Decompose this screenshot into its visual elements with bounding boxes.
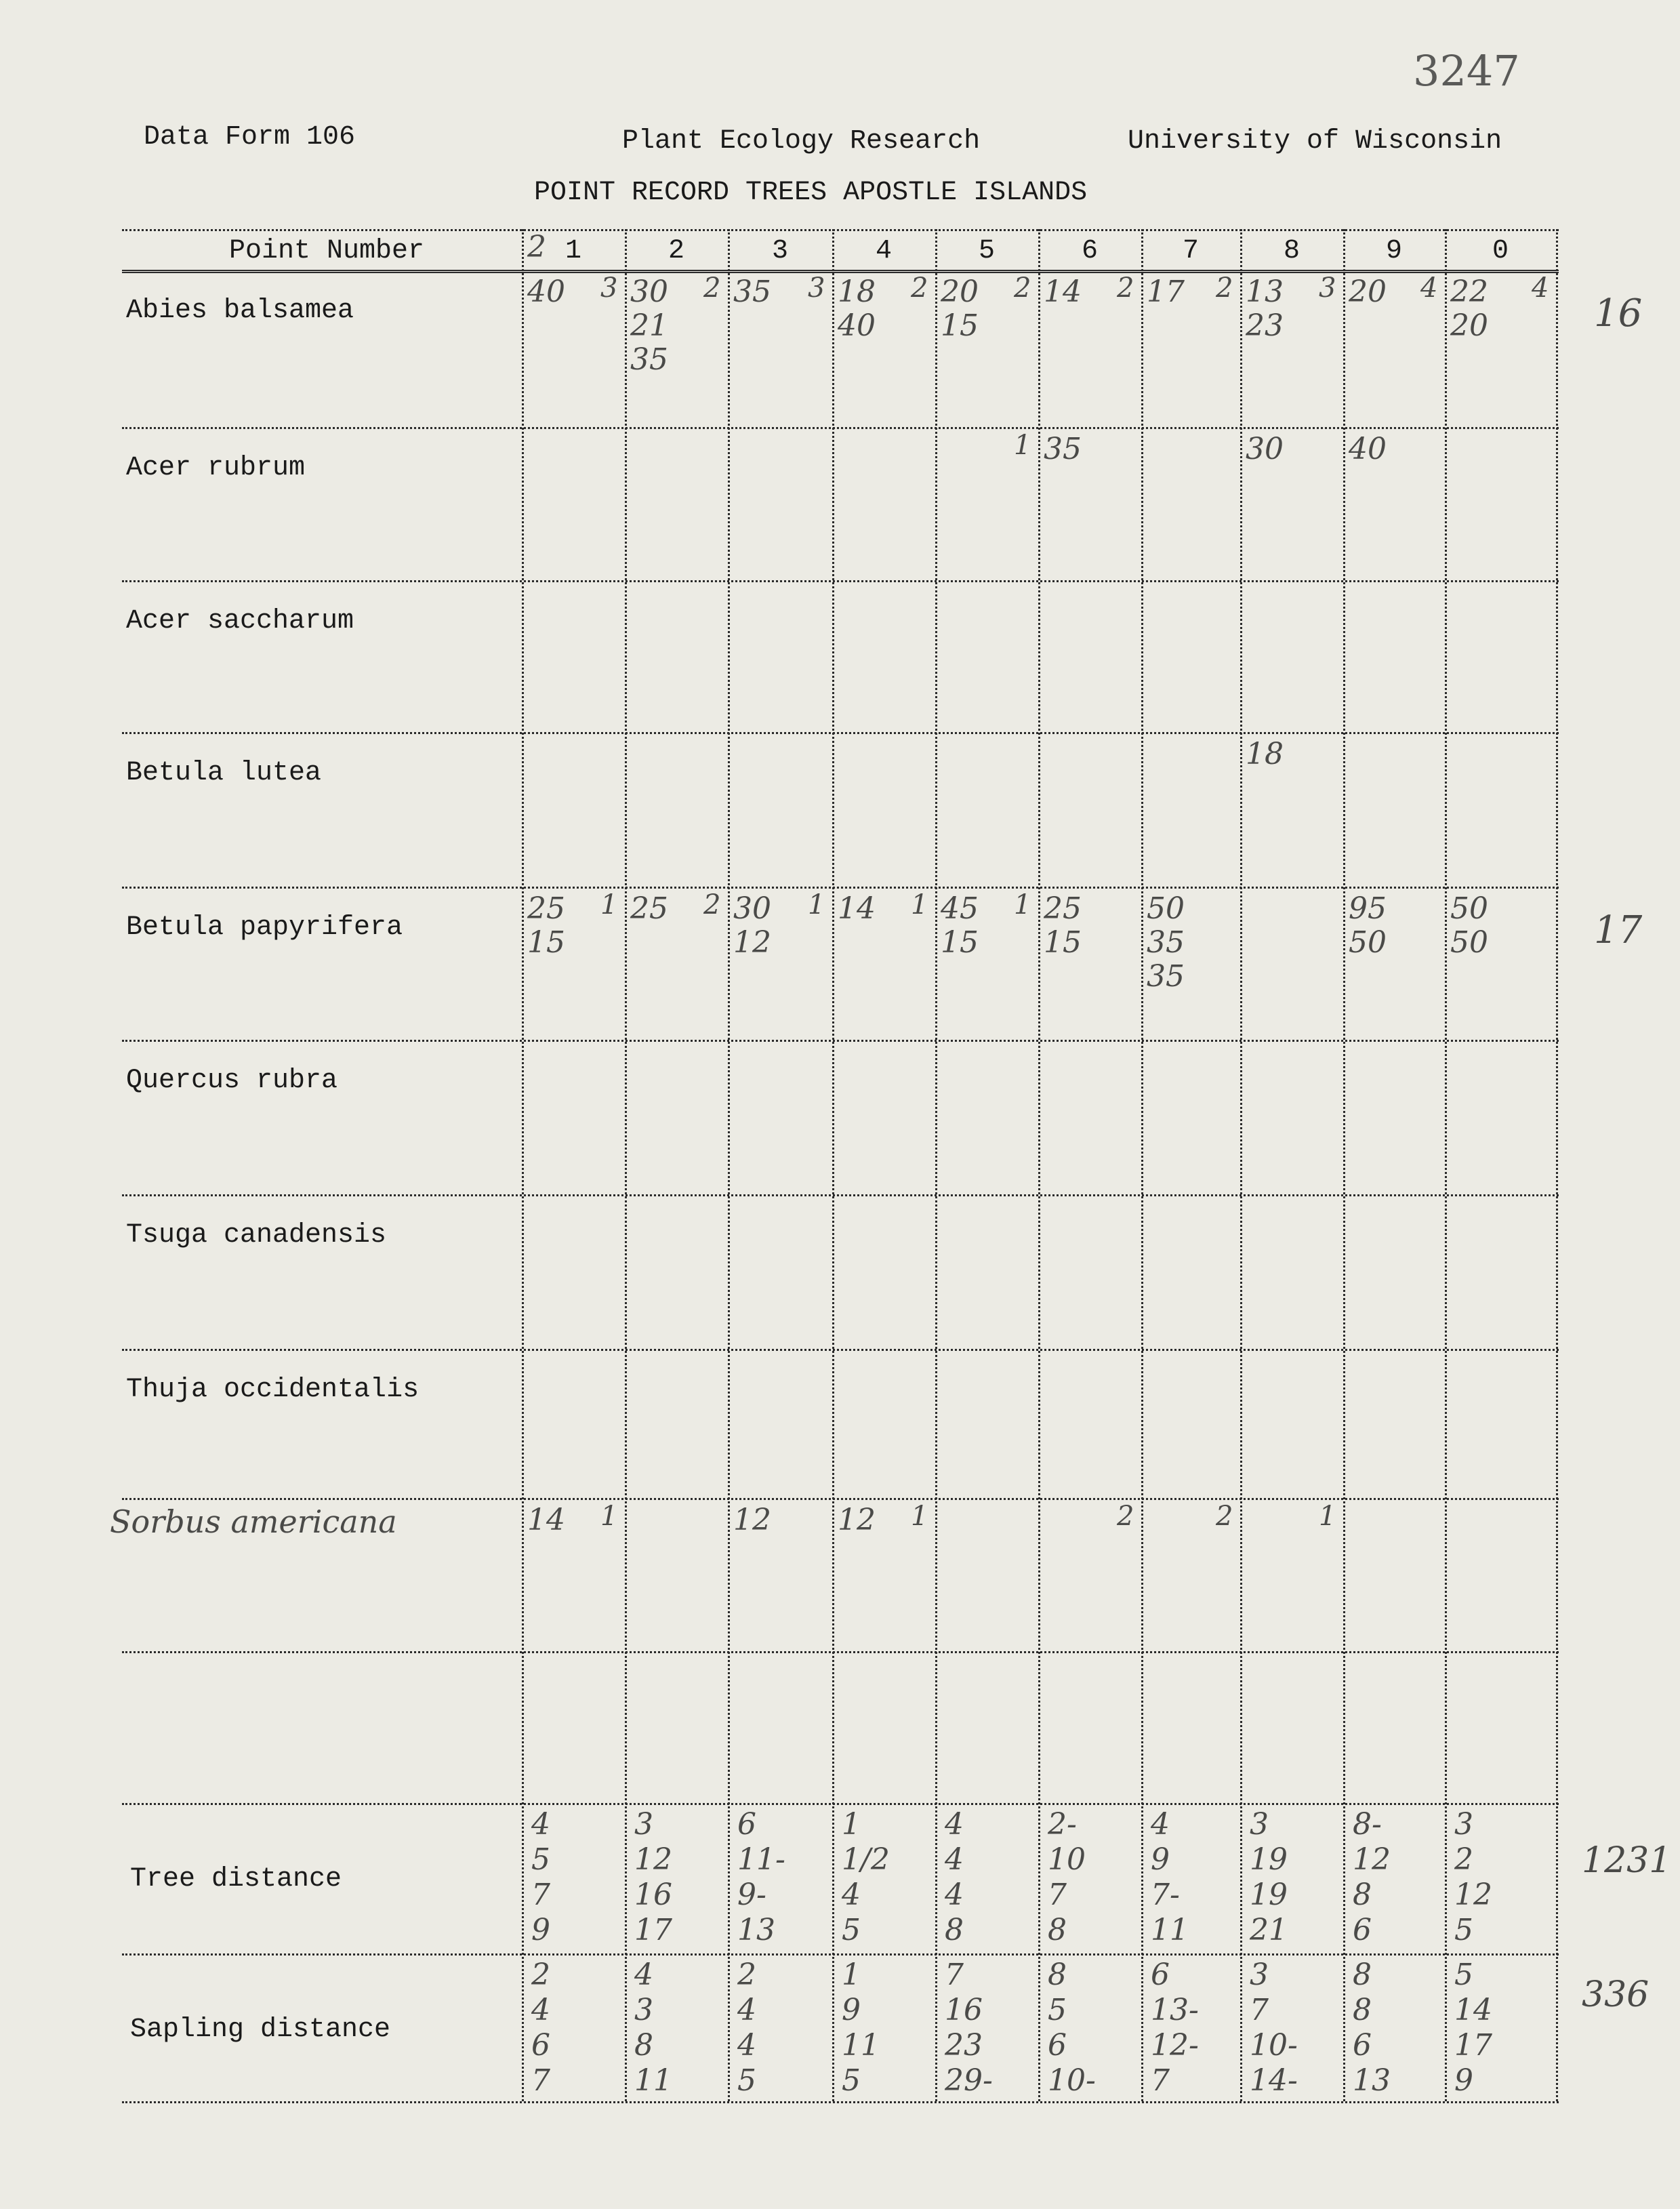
grid-vline bbox=[832, 229, 834, 2101]
sapling-distance-values: 6 13- 12- 7 bbox=[1151, 1958, 1199, 2098]
tally-count: 1 bbox=[911, 1501, 928, 1532]
sapling-distance-values: 8 8 6 13 bbox=[1353, 1958, 1391, 2098]
species-name: Abies balsamea bbox=[126, 296, 354, 326]
tally-count: 1 bbox=[808, 889, 825, 920]
tree-distance-values: 4 5 7 9 bbox=[531, 1807, 550, 1947]
sapling-distance-values: 1 9 11 5 bbox=[842, 1958, 880, 2098]
row-total: 16 bbox=[1594, 291, 1643, 336]
tally-values: 14 bbox=[838, 891, 876, 926]
species-name: Sorbus americana bbox=[110, 1503, 397, 1540]
tally-count: 2 bbox=[703, 272, 721, 304]
species-name: Betula lutea bbox=[126, 758, 322, 788]
tally-values: 12 bbox=[733, 1503, 771, 1537]
tally-count: 4 bbox=[1420, 272, 1438, 304]
tally-count: 1 bbox=[911, 889, 928, 920]
tally-count: 1 bbox=[1319, 1501, 1336, 1532]
tree-distance-values: 8- 12 8 6 bbox=[1353, 1807, 1391, 1947]
tree-distance-values: 3 12 16 17 bbox=[634, 1807, 672, 1947]
tally-values: 17 bbox=[1147, 275, 1185, 309]
row-total: 17 bbox=[1594, 908, 1643, 952]
tally-count: 4 bbox=[1532, 272, 1549, 304]
tally-count: 2 bbox=[1117, 1501, 1134, 1532]
point-prefix: 2 bbox=[527, 230, 546, 264]
point-number-0: 0 bbox=[1492, 236, 1509, 266]
tally-values: 35 bbox=[1044, 432, 1082, 466]
point-number-2: 2 bbox=[668, 236, 685, 266]
point-number-3: 3 bbox=[772, 236, 789, 266]
grid-vline bbox=[1038, 229, 1040, 2101]
species-name: Quercus rubra bbox=[126, 1066, 338, 1096]
sapling-distance-values: 5 14 17 9 bbox=[1454, 1958, 1492, 2098]
grid-vline bbox=[728, 229, 730, 2101]
tally-values: 45 15 bbox=[941, 891, 979, 960]
university-label: University of Wisconsin bbox=[1128, 126, 1502, 157]
grid-vline bbox=[1240, 229, 1242, 2101]
tally-count: 3 bbox=[808, 272, 825, 304]
sapling-distance-values: 8 5 6 10- bbox=[1048, 1958, 1096, 2098]
tally-values: 30 21 35 bbox=[630, 275, 668, 377]
tally-values: 50 35 35 bbox=[1147, 891, 1185, 994]
grid-vline bbox=[1141, 229, 1143, 2101]
tally-count: 2 bbox=[1014, 272, 1031, 304]
tally-count: 2 bbox=[1117, 272, 1134, 304]
tally-values: 35 bbox=[733, 275, 771, 309]
species-name: Thuja occidentalis bbox=[126, 1375, 419, 1405]
tally-values: 30 bbox=[1246, 432, 1284, 466]
species-name: Tsuga canadensis bbox=[126, 1220, 387, 1251]
point-number-8: 8 bbox=[1284, 236, 1300, 266]
tally-values: 18 40 bbox=[838, 275, 876, 343]
tree-distance-values: 6 11- 9- 13 bbox=[737, 1807, 785, 1947]
tally-values: 40 bbox=[1349, 432, 1387, 466]
species-name: Acer saccharum bbox=[126, 606, 354, 636]
tree-distance-values: 1 1/2 4 5 bbox=[842, 1807, 890, 1947]
sapling-distance-values: 3 7 10- 14- bbox=[1250, 1958, 1298, 2098]
tally-values: 25 15 bbox=[1044, 891, 1082, 960]
grid-hline bbox=[122, 2101, 1559, 2103]
point-number-6: 6 bbox=[1082, 236, 1099, 266]
tally-values: 40 bbox=[527, 275, 565, 309]
point-number-7: 7 bbox=[1183, 236, 1200, 266]
sapling-distance-values: 7 16 23 29- bbox=[945, 1958, 993, 2098]
sapling-distance-values: 4 3 8 11 bbox=[634, 1958, 672, 2098]
tally-values: 18 bbox=[1246, 737, 1284, 771]
tally-values: 14 bbox=[527, 1503, 565, 1537]
tree-distance-values: 4 4 4 8 bbox=[945, 1807, 964, 1947]
tally-count: 3 bbox=[1319, 272, 1336, 304]
tally-count: 1 bbox=[1014, 430, 1031, 461]
sapling-distance-values: 2 4 4 5 bbox=[737, 1958, 756, 2098]
tally-values: 20 bbox=[1349, 275, 1387, 309]
point-number-1: 1 bbox=[565, 236, 582, 266]
tally-values: 95 50 bbox=[1349, 891, 1387, 960]
tree-distance-values: 3 2 12 5 bbox=[1454, 1807, 1492, 1947]
tree-distance-total: 1231 bbox=[1582, 1840, 1672, 1881]
grid-vline bbox=[1343, 229, 1345, 2101]
tally-values: 25 bbox=[630, 891, 668, 926]
tree-distance-label: Tree distance bbox=[130, 1864, 342, 1894]
tally-values: 12 bbox=[838, 1503, 876, 1537]
tally-count: 1 bbox=[600, 1501, 618, 1532]
tally-count: 1 bbox=[1014, 889, 1031, 920]
grid-vline bbox=[1445, 229, 1447, 2101]
tree-distance-values: 3 19 19 21 bbox=[1250, 1807, 1288, 1947]
org-label: Plant Ecology Research bbox=[622, 126, 981, 157]
tally-values: 20 15 bbox=[941, 275, 979, 343]
point-number-5: 5 bbox=[979, 236, 996, 266]
grid-vline bbox=[1556, 229, 1558, 2101]
tree-distance-values: 4 9 7- 11 bbox=[1151, 1807, 1189, 1947]
archive-number: 3247 bbox=[1413, 46, 1520, 96]
grid-vline bbox=[522, 229, 524, 2101]
tally-count: 2 bbox=[703, 889, 721, 920]
tally-count: 2 bbox=[1216, 272, 1233, 304]
grid-vline bbox=[935, 229, 937, 2101]
tally-values: 50 50 bbox=[1450, 891, 1488, 960]
grid-vline bbox=[625, 229, 627, 2101]
sapling-distance-values: 2 4 6 7 bbox=[531, 1958, 550, 2098]
species-name: Betula papyrifera bbox=[126, 912, 403, 943]
tally-values: 22 20 bbox=[1450, 275, 1488, 343]
sapling-distance-label: Sapling distance bbox=[130, 2014, 391, 2045]
tally-values: 25 15 bbox=[527, 891, 565, 960]
point-number-4: 4 bbox=[876, 236, 893, 266]
point-number-header: Point Number bbox=[229, 236, 425, 266]
point-number-9: 9 bbox=[1386, 236, 1403, 266]
tally-count: 2 bbox=[911, 272, 928, 304]
tally-values: 13 23 bbox=[1246, 275, 1284, 343]
tally-count: 3 bbox=[600, 272, 618, 304]
form-subtitle: POINT RECORD TREES APOSTLE ISLANDS bbox=[534, 178, 1088, 208]
tree-distance-values: 2- 10 7 8 bbox=[1048, 1807, 1086, 1947]
tally-count: 2 bbox=[1216, 1501, 1233, 1532]
tally-count: 1 bbox=[600, 889, 618, 920]
tally-values: 30 12 bbox=[733, 891, 771, 960]
sapling-distance-total: 336 bbox=[1582, 1974, 1650, 2015]
tally-values: 14 bbox=[1044, 275, 1082, 309]
species-name: Acer rubrum bbox=[126, 453, 306, 483]
form-label: Data Form 106 bbox=[144, 122, 356, 153]
